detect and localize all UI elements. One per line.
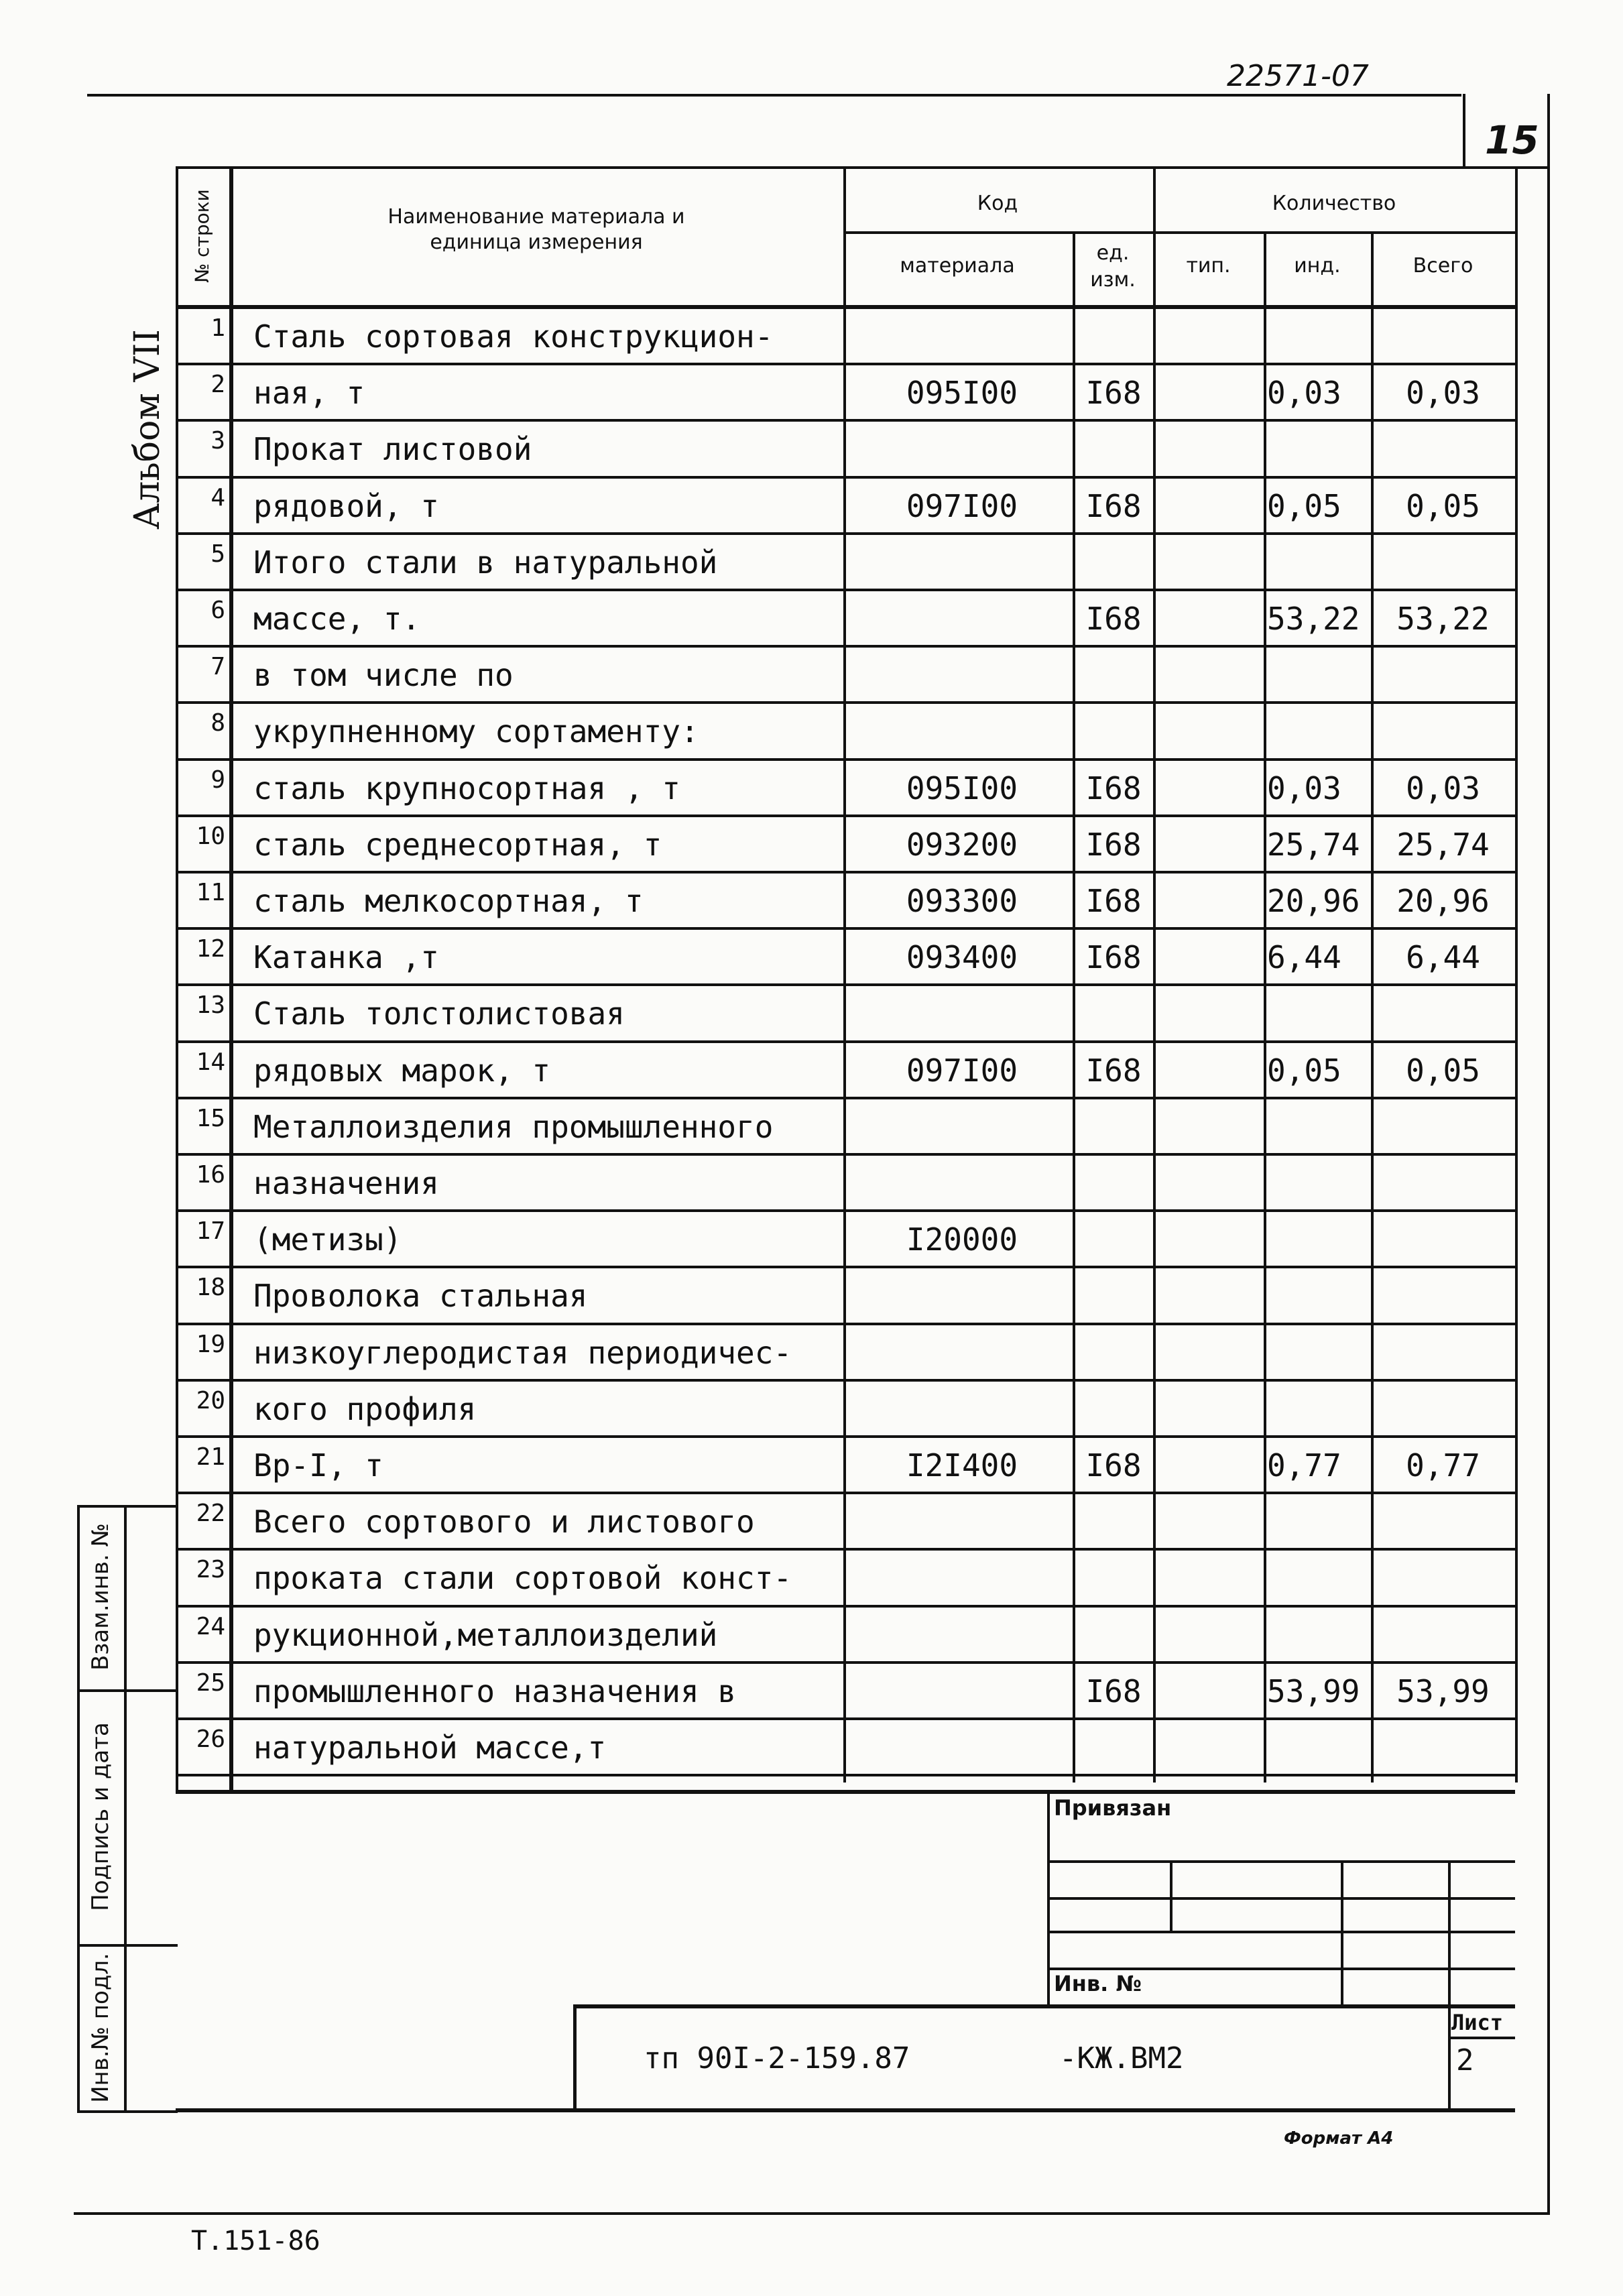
- material-name: низкоуглеродистая периодичес-: [253, 1334, 792, 1371]
- row-number: 11: [196, 879, 225, 906]
- material-name: рядовых марок, т: [253, 1052, 551, 1089]
- header-total: Всего: [1412, 254, 1474, 278]
- header-row-number: № строки: [191, 189, 213, 283]
- material-name: сталь крупносортная , т: [253, 770, 680, 806]
- material-name: Вр-I, т: [253, 1447, 383, 1484]
- material-name: Катанка ,т: [253, 939, 439, 976]
- album-label: Альбом VII: [127, 329, 168, 530]
- material-name: промышленного назначения в: [253, 1673, 737, 1709]
- material-code: I2I400: [906, 1447, 1018, 1484]
- material-code: 095I00: [906, 375, 1018, 412]
- header-ind: инд.: [1294, 254, 1341, 278]
- material-name: в том числе по: [253, 657, 514, 694]
- qty-total: 0,03: [1406, 770, 1480, 806]
- row-number: 23: [196, 1556, 225, 1584]
- material-name: рядовой, т: [253, 487, 439, 524]
- qty-individual: 0,03: [1267, 770, 1341, 806]
- material-code: 097I00: [906, 487, 1018, 524]
- row-number: 14: [196, 1048, 225, 1076]
- material-code: 097I00: [906, 1052, 1018, 1089]
- frame-bottom: [74, 2212, 1550, 2215]
- unit-code: I68: [1085, 487, 1142, 524]
- row-number: 24: [196, 1612, 225, 1640]
- row-number: 20: [196, 1386, 225, 1414]
- row-number: 16: [196, 1161, 225, 1189]
- material-code: 093400: [906, 939, 1018, 976]
- material-name: массе, т.: [253, 601, 421, 637]
- sheet-label: Лист: [1451, 2010, 1504, 2035]
- qty-individual: 20,96: [1267, 883, 1360, 919]
- unit-code: I68: [1085, 1673, 1142, 1709]
- material-name: Сталь толстолистовая: [253, 995, 625, 1032]
- material-name: сталь среднесортная, т: [253, 826, 662, 863]
- qty-total: 20,96: [1396, 883, 1490, 919]
- unit-code: I68: [1085, 1447, 1142, 1484]
- unit-code: I68: [1085, 883, 1142, 919]
- material-name: Металлоизделия промышленного: [253, 1108, 774, 1145]
- qty-total: 53,99: [1396, 1673, 1490, 1709]
- header-tip: тип.: [1186, 254, 1231, 278]
- qty-total: 25,74: [1396, 826, 1490, 863]
- row-number: 9: [211, 766, 225, 794]
- qty-individual: 0,05: [1267, 1052, 1341, 1089]
- format-label: Формат А4: [1284, 2128, 1394, 2149]
- row-number: 19: [196, 1330, 225, 1358]
- qty-total: 0,05: [1406, 487, 1480, 524]
- material-code: 093200: [906, 826, 1018, 863]
- unit-code: I68: [1085, 601, 1142, 637]
- material-name: Итого стали в натуральной: [253, 544, 718, 581]
- row-number: 6: [211, 597, 225, 624]
- material-name: укрупненному сортаменту:: [253, 713, 699, 750]
- row-number: 18: [196, 1274, 225, 1302]
- row-number: 25: [196, 1669, 225, 1697]
- material-name: Проволока стальная: [253, 1278, 588, 1315]
- qty-individual: 0,05: [1267, 487, 1341, 524]
- qty-individual: 53,22: [1267, 601, 1360, 637]
- material-code: I20000: [906, 1221, 1018, 1258]
- unit-code: I68: [1085, 1052, 1142, 1089]
- original-inv-label: Инв.№ подл.: [87, 1953, 114, 2103]
- row-number: 8: [211, 709, 225, 737]
- unit-code: I68: [1085, 939, 1142, 976]
- material-name: Прокат листовой: [253, 431, 532, 468]
- row-number: 3: [211, 427, 225, 455]
- top-rule: [87, 94, 1461, 97]
- row-number: 13: [196, 991, 225, 1020]
- document-designation: тп 90I-2-159.87: [644, 2041, 910, 2075]
- material-code: 095I00: [906, 770, 1018, 806]
- header-quantity: Количество: [1272, 192, 1396, 215]
- qty-individual: 0,77: [1267, 1447, 1341, 1484]
- row-number: 1: [211, 314, 225, 342]
- material-name: сталь мелкосортная, т: [253, 883, 644, 919]
- row-number: 10: [196, 822, 225, 850]
- qty-total: 0,77: [1406, 1447, 1480, 1484]
- bound-label: Привязан: [1054, 1795, 1172, 1821]
- row-number: 15: [196, 1104, 225, 1132]
- row-number: 22: [196, 1500, 225, 1528]
- qty-individual: 25,74: [1267, 826, 1360, 863]
- material-name: ная, т: [253, 375, 365, 412]
- qty-individual: 53,99: [1267, 1673, 1360, 1709]
- header-unit: ед. изм.: [1090, 241, 1136, 292]
- row-number: 26: [196, 1726, 225, 1753]
- header-code: Код: [977, 192, 1018, 215]
- sheet-number-top: 15: [1485, 117, 1539, 163]
- material-name: кого профиля: [253, 1390, 477, 1427]
- material-name: (метизы): [253, 1221, 402, 1258]
- row-number: 12: [196, 935, 225, 963]
- footer-code: Т.151-86: [191, 2226, 320, 2256]
- row-number: 7: [211, 653, 225, 681]
- document-code: 22571-07: [1227, 59, 1369, 93]
- frame-right: [1547, 94, 1550, 2212]
- sheet-number: 2: [1456, 2043, 1474, 2077]
- row-number: 4: [211, 483, 225, 511]
- unit-code: I68: [1085, 770, 1142, 806]
- qty-individual: 0,03: [1267, 375, 1341, 412]
- qty-individual: 6,44: [1267, 939, 1341, 976]
- material-name: натуральной массе,т: [253, 1730, 607, 1766]
- qty-total: 6,44: [1406, 939, 1480, 976]
- material-code: 093300: [906, 883, 1018, 919]
- inventory-label: Инв. №: [1054, 1971, 1142, 1996]
- row-number: 17: [196, 1217, 225, 1246]
- material-name: рукционной,металлоизделий: [253, 1616, 718, 1653]
- row-number: 21: [196, 1443, 225, 1471]
- qty-total: 0,03: [1406, 375, 1480, 412]
- header-material: материала: [900, 254, 1015, 278]
- qty-total: 53,22: [1396, 601, 1490, 637]
- qty-total: 0,05: [1406, 1052, 1480, 1089]
- material-name: проката стали сортовой конст-: [253, 1560, 792, 1597]
- material-name: Всего сортового и листового: [253, 1504, 755, 1540]
- material-name: назначения: [253, 1165, 439, 1201]
- replacement-inv-label: Взам.инв. №: [87, 1522, 114, 1671]
- unit-code: I68: [1085, 375, 1142, 412]
- document-designation-suffix: -КЖ.ВМ2: [1059, 2041, 1184, 2075]
- header-name: Наименование материала и единица измерения: [387, 205, 685, 254]
- row-number: 2: [211, 371, 225, 399]
- unit-code: I68: [1085, 826, 1142, 863]
- row-number: 5: [211, 540, 225, 568]
- signature-date-label: Подпись и дата: [87, 1722, 114, 1911]
- material-name: Сталь сортовая конструкцион-: [253, 318, 774, 355]
